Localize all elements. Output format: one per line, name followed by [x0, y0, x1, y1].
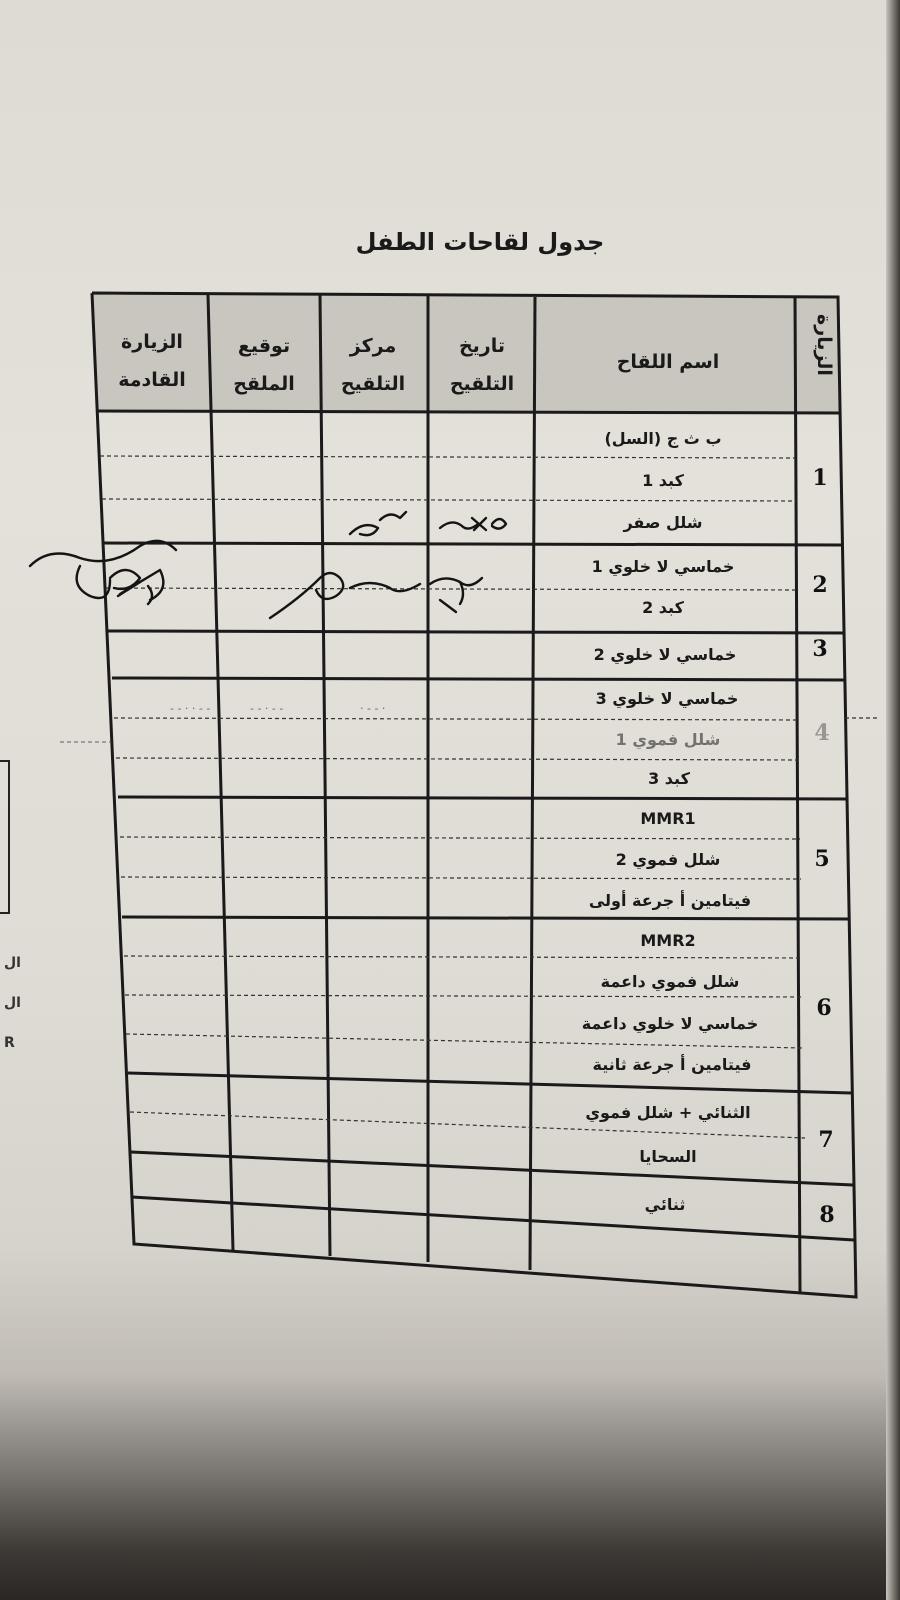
vaccine-name: MMR1	[640, 809, 696, 828]
visit-number: 6	[816, 995, 832, 1021]
handwritten-date	[440, 518, 506, 530]
header-vaccination-date-2: التلقيح	[449, 373, 515, 395]
svg-text:· - - ·: · - - ·	[360, 702, 386, 715]
vaccine-name: الثنائي + شلل فموي	[585, 1103, 751, 1122]
row-separator	[128, 1073, 851, 1093]
handwritten-center	[350, 512, 406, 535]
row-separator	[112, 678, 846, 680]
handwritten-date-2	[430, 578, 482, 612]
vaccine-name: خماسي لا خلوي داعمة	[581, 1014, 759, 1033]
visit-number: 8	[819, 1202, 835, 1228]
column-separator	[208, 295, 233, 1250]
margin-fragment: ال	[4, 995, 21, 1011]
header-next-visit: الزيارة	[121, 331, 183, 353]
vaccine-name: خماسي لا خلوي 2	[593, 645, 737, 664]
vaccine-name: شلل فموي 2	[615, 850, 721, 869]
row-separator	[132, 1197, 854, 1240]
vaccine-name: السحايا	[639, 1147, 697, 1166]
header-vaccination-date: تاريخ	[458, 335, 506, 357]
vaccine-name: كبد 3	[648, 769, 690, 788]
column-separator	[320, 295, 330, 1256]
vaccine-name: كبد 2	[642, 598, 684, 617]
handwritten-center-2	[270, 573, 420, 618]
visit-number: 3	[812, 636, 828, 662]
row-separator	[118, 797, 848, 799]
visit-number: 5	[814, 846, 830, 872]
vaccine-name: ثنائي	[644, 1195, 686, 1214]
margin-fragment: ال	[4, 955, 21, 971]
header-vaccination-center: مركز	[349, 335, 397, 357]
svg-text:- - · · - -: - - · · - -	[170, 702, 211, 715]
header-vaccinator-signature: توقيع	[237, 335, 291, 357]
visit-number: 7	[818, 1127, 834, 1153]
row-separator	[131, 1152, 853, 1185]
header-vaccination-center-2: التلقيح	[340, 373, 406, 395]
vaccine-name: MMR2	[640, 931, 696, 950]
vaccine-name: شلل صفر	[623, 513, 703, 532]
header-next-visit-2: القادمة	[118, 369, 186, 391]
header-vaccinator-signature-2: الملقح	[233, 373, 295, 395]
vaccine-name: فيتامين أ جرعة ثانية	[592, 1055, 752, 1074]
vaccine-name: شلل فموي 1	[615, 730, 721, 749]
print-artifacts	[60, 702, 880, 742]
visit-number: 2	[812, 572, 828, 598]
row-separator	[108, 631, 845, 633]
column-separator	[795, 297, 800, 1292]
vaccine-name: خماسي لا خلوي 1	[591, 557, 735, 576]
table-border	[92, 293, 856, 1297]
header-vaccine-name: اسم اللقاح	[616, 351, 720, 373]
vaccine-name: ب ث ج (السل)	[604, 429, 722, 448]
column-separator	[530, 297, 535, 1270]
visit-number: 4	[814, 720, 830, 746]
vaccine-name: خماسي لا خلوي 3	[595, 689, 739, 708]
header-visit: الزيارة	[813, 314, 835, 376]
header-bottom-line	[96, 411, 840, 413]
row-separator	[104, 543, 843, 545]
visit-number: 1	[812, 465, 828, 491]
document-title: جدول لقاحات الطفل	[355, 228, 605, 256]
vaccine-name: فيتامين أ جرعة أولى	[588, 891, 752, 910]
vaccine-name: شلل فموي داعمة	[600, 972, 740, 991]
row-separator	[122, 917, 849, 919]
handwritten-next-visit	[110, 570, 152, 604]
svg-text:- - · - -: - - · - -	[250, 702, 284, 715]
margin-fragment: R	[4, 1035, 15, 1051]
vaccine-name: كبد 1	[642, 471, 684, 490]
